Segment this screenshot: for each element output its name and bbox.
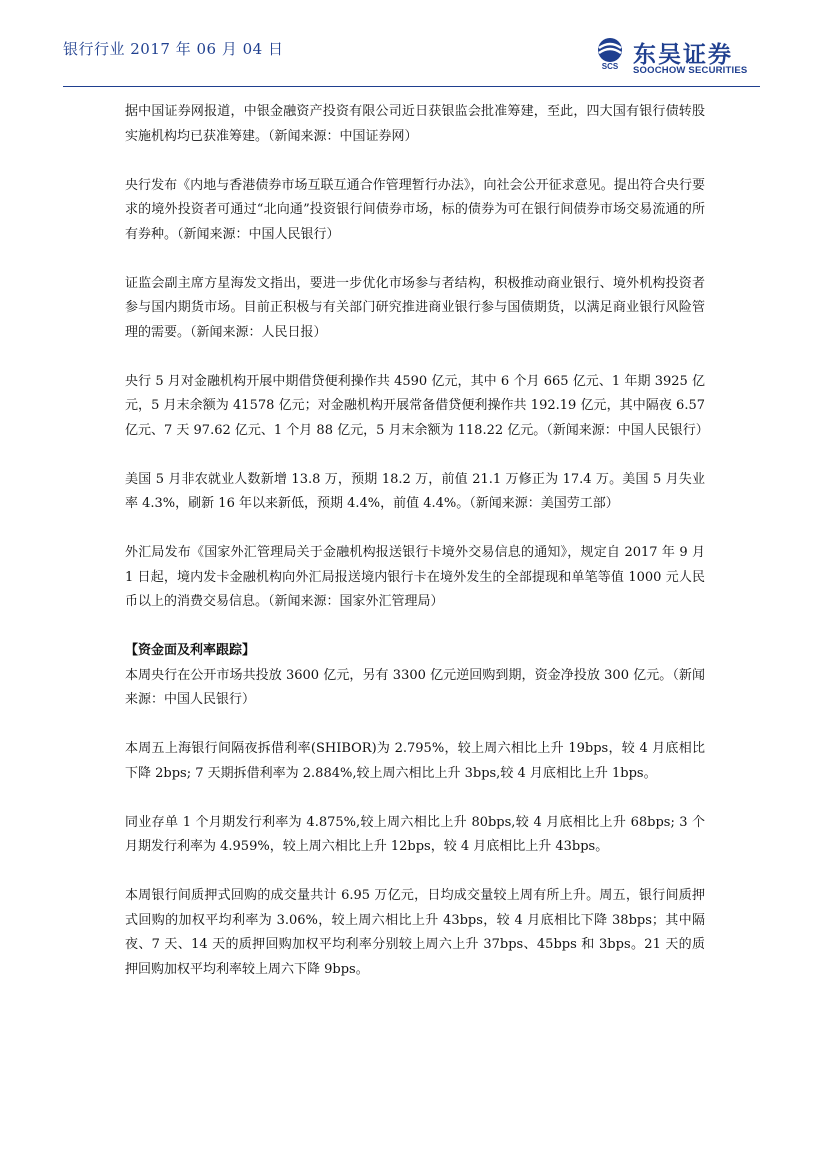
logo-chinese-name: 东吴证券 [633,42,733,68]
header-divider [63,86,760,87]
rate-paragraph: 本周五上海银行间隔夜拆借利率(SHIBOR)为 2.795%，较上周六相比上升 19bps，较 4 月底相比下降 2bps; 7 天期拆借利率为 2.884%,较上周六相比上升 3bps,较 4 月底相比上升 1bps。 [125,741,705,781]
header-date-text: 银行行业 2017 年 06 月 04 日 [63,40,284,58]
news-paragraph: 央行发布《内地与香港债券市场互联互通合作管理暂行办法》，向社会公开征求意见。提出符合央行要求的境外投资者可通过“北向通”投资银行间债券市场，标的债券为可在银行间债券市场交易流通的所有券种。（新闻来源：中国人民银行） [125,177,705,242]
rate-paragraph: 同业存单 1 个月期发行利率为 4.875%,较上周六相比上升 80bps,较 4 月底相比上升 68bps; 3 个月期发行利率为 4.959%，较上周六相比上升 12bps，较 4 月底相比上升 43bps。 [125,814,705,854]
news-paragraph: 美国 5 月非农就业人数新增 13.8 万，预期 18.2 万，前值 21.1 万修正为 17.4 万。美国 5 月失业率 4.3%，刷新 16 年以来新低，预期 4.4%，前值 4.4%。（新闻来源：美国劳工部） [125,471,705,511]
rate-paragraph: 本周银行间质押式回购的成交量共计 6.95 万亿元，日均成交量较上周有所上升。周五，银行间质押式回购的加权平均利率为 3.06%，较上周六相比上升 43bps，较 4 月底相比下降 38bps；其中隔夜、7 天、14 天的质押回购加权平均利率分别较上周六上升 37bps、45bps 和 3bps。21 天的质押回购加权平均利率较上周六下降 9bps。 [125,888,705,977]
news-paragraph: 外汇局发布《国家外汇管理局关于金融机构报送银行卡境外交易信息的通知》，规定自 2017 年 9 月 1 日起，境内发卡金融机构向外汇局报送境内银行卡在境外发生的全部提现和单笔等值 1000 元人民币以上的消费交易信息。（新闻来源：国家外汇管理局） [125,545,705,609]
section-heading: 【资金面及利率跟踪】 [125,643,256,658]
news-paragraph: 证监会副主席方星海发文指出，要进一步优化市场参与者结构，积极推动商业银行、境外机构投资者参与国内期货市场。目前正积极与有关部门研究推进商业银行参与国债期货，以满足商业银行风险管理的需要。（新闻来源：人民日报） [125,275,705,340]
report-body [125,100,709,1007]
news-paragraph: 央行 5 月对金融机构开展中期借贷便利操作共 4590 亿元，其中 6 个月 665 亿元、1 年期 3925 亿元，5 月末余额为 41578 亿元；对金融机构开展常备借贷便利操作共 192.19 亿元，其中隔夜 6.57 亿元、7 天 97.62 亿元、1 个月 88 亿元，5 月末余额为 118.22 亿元。（新闻来源：中国人民银行） [125,373,709,438]
company-logo [593,36,758,80]
svg-text:SCS: SCS [601,62,619,70]
soochow-logo-icon [593,36,627,70]
news-paragraph: 据中国证券网报道，中银金融资产投资有限公司近日获银监会批准筹建，至此，四大国有银行债转股实施机构均已获准筹建。（新闻来源：中国证券网） [125,104,705,144]
rate-paragraph: 本周央行在公开市场共投放 3600 亿元，另有 3300 亿元逆回购到期，资金净投放 300 亿元。（新闻来源：中国人民银行） [125,667,705,707]
logo-english-name: SOOCHOW SECURITIES [633,65,748,76]
